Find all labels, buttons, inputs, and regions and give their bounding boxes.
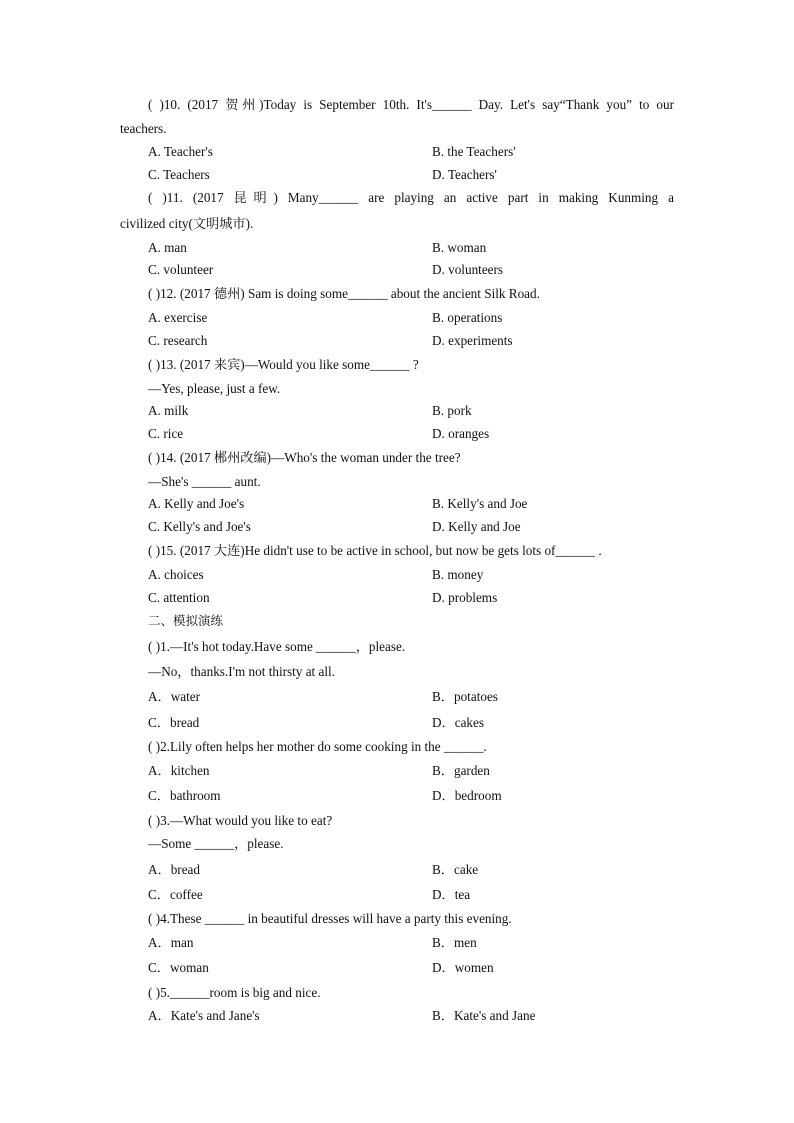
question-15-stem: ( )15. (2017 大连)He didn't use to be active in school, but now be gets lots of______ . (148, 543, 602, 558)
section-2-title: 二、模拟演练 (148, 613, 224, 628)
question-14-option-a: A. Kelly and Joe's (148, 496, 245, 511)
question-15-option-b: B. money (432, 567, 484, 582)
practice-1-stem: ( )1.—It's hot today.Have some ______，please. (148, 639, 406, 654)
practice-1-stem-cont: —No，thanks.I'm not thirsty at all. (148, 664, 335, 679)
question-12-option-c: C. research (148, 333, 208, 348)
practice-3-option-c: C．coffee (148, 887, 203, 902)
question-13-option-c: C. rice (148, 426, 184, 441)
question-15-option-a: A. choices (148, 567, 204, 582)
question-13-stem-cont: —Yes, please, just a few. (148, 381, 281, 396)
question-12-stem: ( )12. (2017 德州) Sam is doing some______ about the ancient Silk Road. (148, 286, 540, 301)
practice-3-stem-cont: —Some ______，please. (148, 836, 284, 851)
question-11-stem: ( )11. (2017 昆明) Many______ are playing an active part in making Kunming a (148, 190, 674, 205)
practice-3-option-d: D．tea (432, 887, 471, 902)
question-11-option-a: A. man (148, 240, 187, 255)
question-14-stem: ( )14. (2017 郴州改编)—Who's the woman under the tree? (148, 450, 461, 465)
question-13-option-b: B. pork (432, 403, 472, 418)
practice-2-option-d: D．bedroom (432, 788, 502, 803)
question-14-option-d: D. Kelly and Joe (432, 519, 521, 534)
practice-2-option-a: A．kitchen (148, 763, 210, 778)
question-10-option-b: B. the Teachers' (432, 144, 516, 159)
practice-2-stem: ( )2.Lily often helps her mother do some cooking in the ______. (148, 739, 487, 754)
question-14-option-b: B. Kelly's and Joe (432, 496, 528, 511)
practice-1-option-c: C．bread (148, 715, 200, 730)
practice-3-option-b: B．cake (432, 862, 479, 877)
question-10-stem-cont: teachers. (120, 121, 167, 136)
question-15-option-d: D. problems (432, 590, 498, 605)
question-13-option-a: A. milk (148, 403, 189, 418)
practice-3-stem: ( )3.—What would you like to eat? (148, 813, 333, 828)
question-12-option-a: A. exercise (148, 310, 208, 325)
question-11-option-b: B. woman (432, 240, 487, 255)
practice-2-option-c: C．bathroom (148, 788, 221, 803)
practice-4-option-c: C．woman (148, 960, 209, 975)
practice-4-stem: ( )4.These ______ in beautiful dresses will have a party this evening. (148, 911, 512, 926)
question-10-option-d: D. Teachers' (432, 167, 497, 182)
practice-5-option-b: B．Kate's and Jane (432, 1008, 536, 1023)
question-11-option-d: D. volunteers (432, 262, 504, 277)
question-10-option-c: C. Teachers (148, 167, 210, 182)
practice-1-option-d: D．cakes (432, 715, 484, 730)
practice-4-option-b: B．men (432, 935, 477, 950)
question-12-option-b: B. operations (432, 310, 503, 325)
question-13-stem: ( )13. (2017 来宾)—Would you like some______ ? (148, 357, 419, 372)
question-10-stem: ( )10. (2017 贺州)Today is September 10th. It's______ Day. Let's say“Thank you” to our (148, 97, 674, 112)
question-14-stem-cont: —She's ______ aunt. (148, 474, 261, 489)
question-14-option-c: C. Kelly's and Joe's (148, 519, 251, 534)
practice-3-option-a: A．bread (148, 862, 200, 877)
practice-1-option-b: B．potatoes (432, 689, 498, 704)
question-15-option-c: C. attention (148, 590, 210, 605)
question-10-option-a: A. Teacher's (148, 144, 213, 159)
practice-5-option-a: A．Kate's and Jane's (148, 1008, 260, 1023)
question-11-stem-cont: civilized city(文明城市). (120, 216, 254, 231)
practice-2-option-b: B．garden (432, 763, 490, 778)
question-11-option-c: C. volunteer (148, 262, 214, 277)
practice-4-option-d: D．women (432, 960, 494, 975)
question-12-option-d: D. experiments (432, 333, 513, 348)
practice-5-stem: ( )5.______room is big and nice. (148, 985, 321, 1000)
practice-1-option-a: A．water (148, 689, 200, 704)
practice-4-option-a: A．man (148, 935, 194, 950)
question-13-option-d: D. oranges (432, 426, 490, 441)
